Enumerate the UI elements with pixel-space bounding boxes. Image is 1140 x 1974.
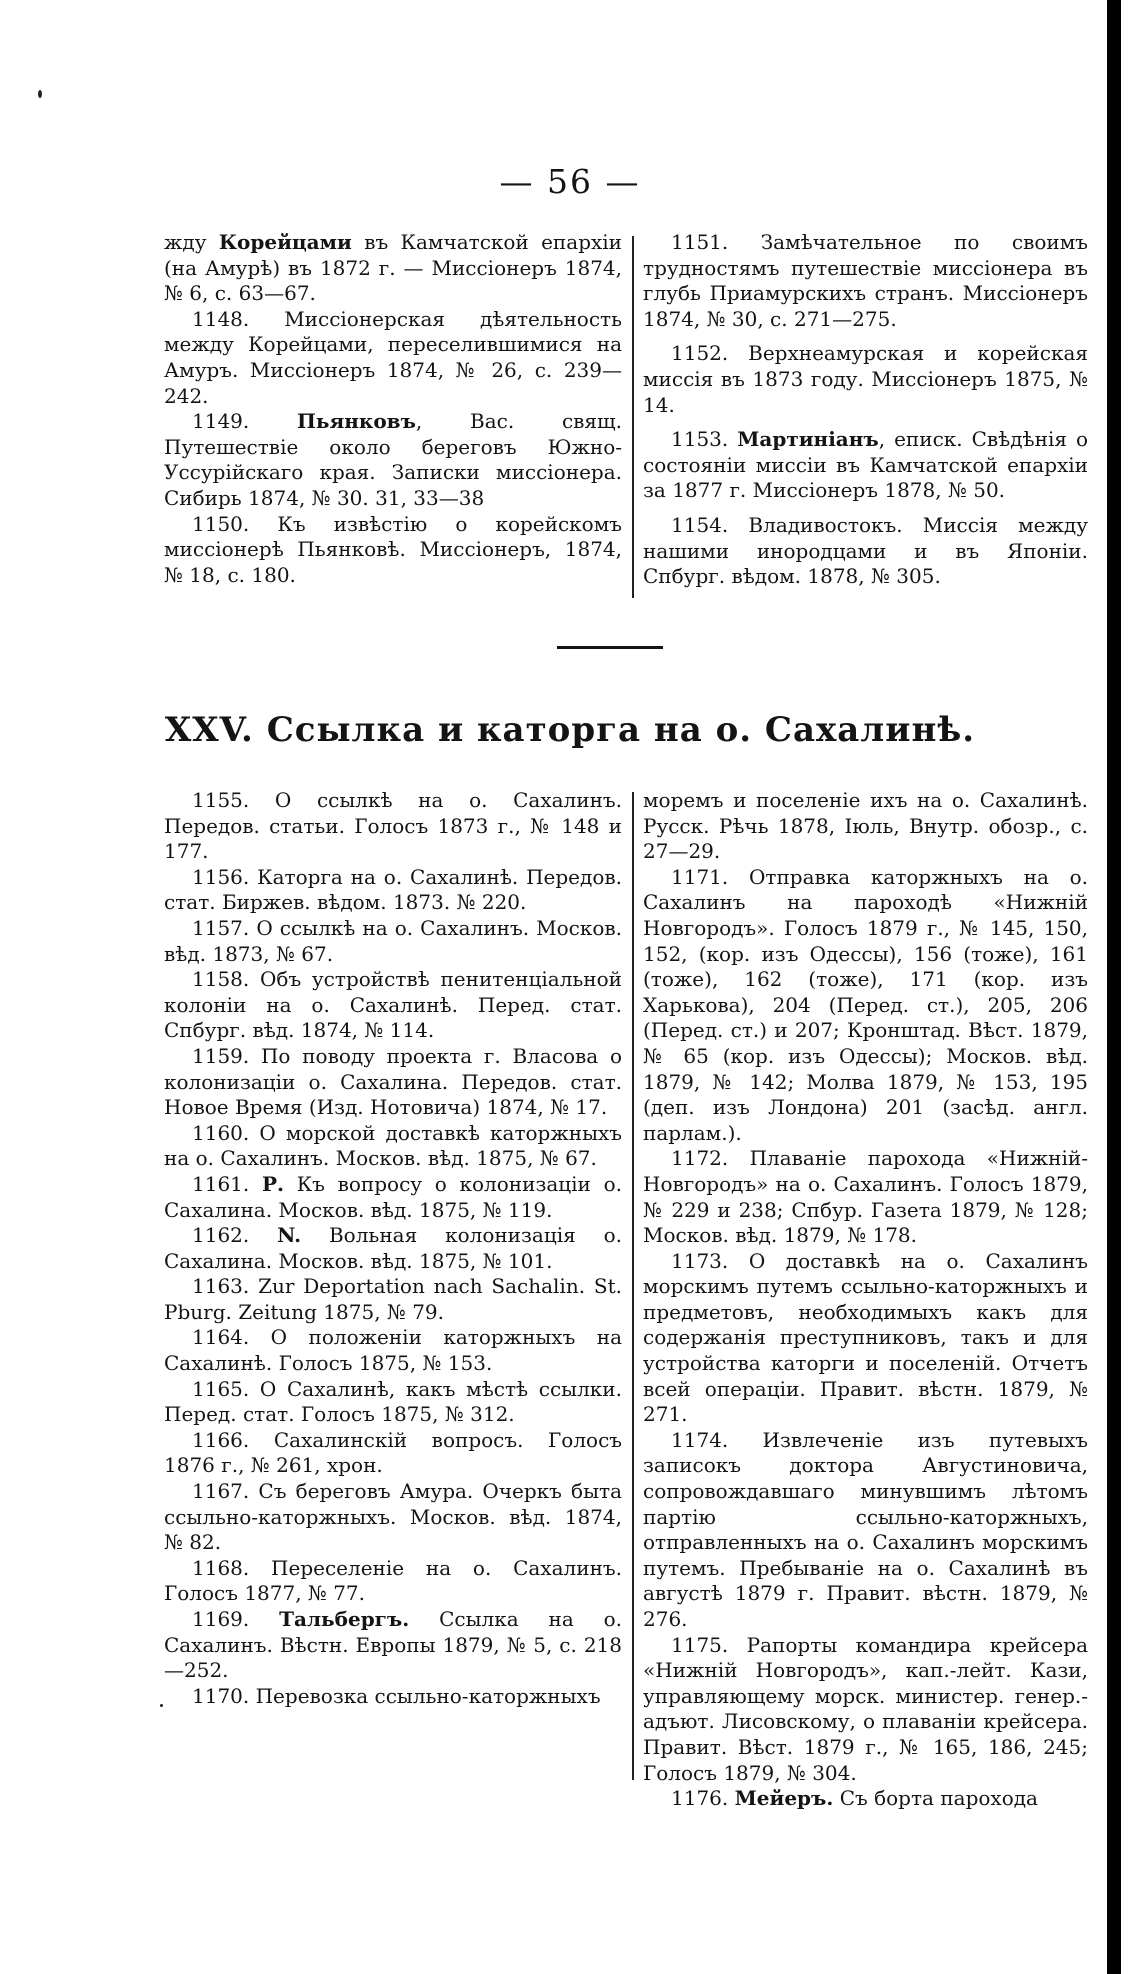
bibliography-entry: 1172. Плаванiе парохода «Нижнiй-Новгородъ» на о. Сахалинъ. Голосъ 1879, № 229 и 238; Спбур. Газета 1879, № 128; Москов. вѣд. 1879, № 178.: [643, 1146, 1088, 1248]
bibliography-entry: 1170. Перевозка ссыльно-каторжныхъ: [192, 1683, 601, 1708]
top-left-column: [164, 230, 622, 588]
bibliography-entry: 1155. О ссылкѣ на о. Сахалинъ. Передов. статьи. Голосъ 1873 г., № 148 и 177.: [164, 788, 622, 864]
section-rule: [557, 646, 663, 649]
entry-continuation: моремъ и поселенiе ихъ на о. Сахалинѣ. Русск. Рѣчь 1878, Iюль, Внутр. обозр., с. 27—29.: [643, 788, 1088, 864]
page-number: — 56 —: [499, 162, 641, 201]
column-divider-top: [632, 236, 634, 598]
bibliography-entry: 1156. Каторга на о. Сахалинѣ. Передов. стат. Биржев. вѣдом. 1873. № 220.: [164, 864, 622, 915]
bottom-right-column: [643, 788, 1088, 1812]
bibliography-entry: 1176. Мейеръ. Съ борта парохода: [671, 1786, 1038, 1811]
bibliography-entry: 1153. Мартинiанъ, еписк. Свѣдѣнiя о состоянiи миссiи въ Камчатской епархiи за 1877 г. Миссiонеръ 1878, № 50.: [643, 427, 1088, 503]
bibliography-entry: 1160. О морской доставкѣ каторжныхъ на о. Сахалинъ. Москов. вѣд. 1875, № 67.: [164, 1120, 622, 1171]
bibliography-entry: 1167. Съ береговъ Амура. Очеркъ быта ссыльно-каторжныхъ. Москов. вѣд. 1874, № 82.: [164, 1479, 622, 1555]
bibliography-entry: 1175. Рапорты командира крейсера «Нижнiй Новгородъ», кап.-лейт. Кази, управляющему морск. министер. генер.-адъют. Лисовскому, о плаванiи крейсера. Правит. Вѣст. 1879 г., № 165, 186, 245; Голосъ 1879, № 304.: [643, 1632, 1088, 1785]
bibliography-entry: 1168. Переселенiе на о. Сахалинъ. Голосъ 1877, № 77.: [164, 1555, 622, 1606]
bibliography-entry: 1159. По поводу проекта г. Власова о колонизацiи о. Сахалина. Передов. стат. Новое Время (Изд. Нотовича) 1874, № 17.: [164, 1043, 622, 1120]
top-right-column: [643, 230, 1088, 590]
section-title: XXV. Ссылка и каторга на о. Сахалинѣ.: [164, 710, 976, 750]
bibliography-entry: 1165. О Сахалинѣ, какъ мѣстѣ ссылки. Перед. стат. Голосъ 1875, № 312.: [164, 1376, 622, 1427]
ink-speck: [38, 90, 42, 98]
entry-continuation: жду Корейцами въ Камчатской епархiи (на Амурѣ) въ 1872 г. — Миссiонеръ 1874, № 6, с. 63—67.: [164, 230, 622, 306]
bibliography-entry: 1162. N. Вольная колонизацiя о. Сахалина. Москов. вѣд. 1875, № 101.: [164, 1223, 622, 1273]
bibliography-entry: 1163. Zur Deportation nach Sachalin. St. Pburg. Zeitung 1875, № 79.: [164, 1274, 622, 1324]
bibliography-entry: 1158. Объ устройствѣ пенитенцiальной колонiи на о. Сахалинѣ. Перед. стат. Спбург. вѣд. 1874, № 114.: [164, 967, 622, 1043]
bibliography-entry: 1166. Сахалинскiй вопросъ. Голосъ 1876 г., № 261, хрон.: [164, 1427, 622, 1478]
bibliography-entry: 1154. Владивостокъ. Миссiя между нашими инородцами и въ Японiи. Спбург. вѣдом. 1878, № 305.: [643, 512, 1088, 589]
bibliography-entry: 1161. Р. Къ вопросу о колонизацiи о. Сахалина. Москов. вѣд. 1875, № 119.: [164, 1171, 622, 1222]
bibliography-entry: 1164. О положенiи каторжныхъ на Сахалинѣ. Голосъ 1875, № 153.: [164, 1325, 622, 1376]
bibliography-entry: 1150. Къ извѣстiю о корейскомъ миссiонерѣ Пьянковѣ. Миссiонеръ, 1874, № 18, с. 180.: [164, 511, 622, 587]
bibliography-entry: 1173. О доставкѣ на о. Сахалинъ морскимъ путемъ ссыльно-каторжныхъ и предметовъ, необходимыхъ какъ для содержанiя преступниковъ, такъ и для устройства каторги и поселенiй. Отчетъ всей операцiи. Правит. вѣстн. 1879, № 271.: [643, 1248, 1088, 1427]
bibliography-entry: 1171. Отправка каторжныхъ на о. Сахалинъ на пароходѣ «Нижнiй Новгородъ». Голосъ 1879 г., № 145, 150, 152, (кор. изъ Одессы), 156 (тоже), 161 (тоже), 162 (тоже), 171 (кор. изъ Харькова), 204 (Перед. ст.), 205, 206 (Перед. ст.) и 207; Кронштад. Вѣст. 1879, № 65 (кор. изъ Одессы); Москов. вѣд. 1879, № 142; Молва 1879, № 153, 195 (деп. изъ Лондона) 201 (засѣд. англ. парлам.).: [643, 864, 1088, 1145]
bibliography-entry: 1151. Замѣчательное по своимъ трудностямъ путешествiе миссiонера въ глубь Приамурскихъ странъ. Миссiонеръ 1874, № 30, с. 271—275.: [643, 230, 1088, 331]
bibliography-entry: 1152. Верхнеамурская и корейская миссiя въ 1873 году. Миссiонеръ 1875, № 14.: [643, 341, 1088, 417]
page-edge-shadow: [1107, 0, 1121, 1974]
bibliography-entry: 1169. Тальбергъ. Ссылка на о. Сахалинъ. Вѣстн. Европы 1879, № 5, с. 218—252.: [164, 1607, 622, 1683]
column-divider-bottom: [632, 792, 634, 1780]
bottom-left-column: [164, 788, 622, 1709]
bibliography-entry: 1148. Миссiонерская дѣятельность между Корейцами, переселившимися на Амуръ. Миссiонеръ 1874, № 26, с. 239—242.: [164, 306, 622, 408]
bibliography-entry: 1174. Извлеченiе изъ путевыхъ записокъ доктора Августиновича, сопровождавшаго минувшимъ лѣтомъ партiю ссыльно-каторжныхъ, отправленныхъ на о. Сахалинъ морскимъ путемъ. Пребыванiе на о. Сахалинѣ въ августѣ 1879 г. Правит. вѣстн. 1879, № 276.: [643, 1427, 1088, 1631]
ink-speck: [160, 1704, 163, 1707]
bibliography-entry: 1149. Пьянковъ, Вас. свящ. Путешествiе около береговъ Южно-Уссурiйскаго края. Записки миссiонера. Сибирь 1874, № 30. 31, 33—38: [164, 409, 622, 510]
bibliography-entry: 1157. О ссылкѣ на о. Сахалинъ. Москов. вѣд. 1873, № 67.: [164, 915, 622, 966]
